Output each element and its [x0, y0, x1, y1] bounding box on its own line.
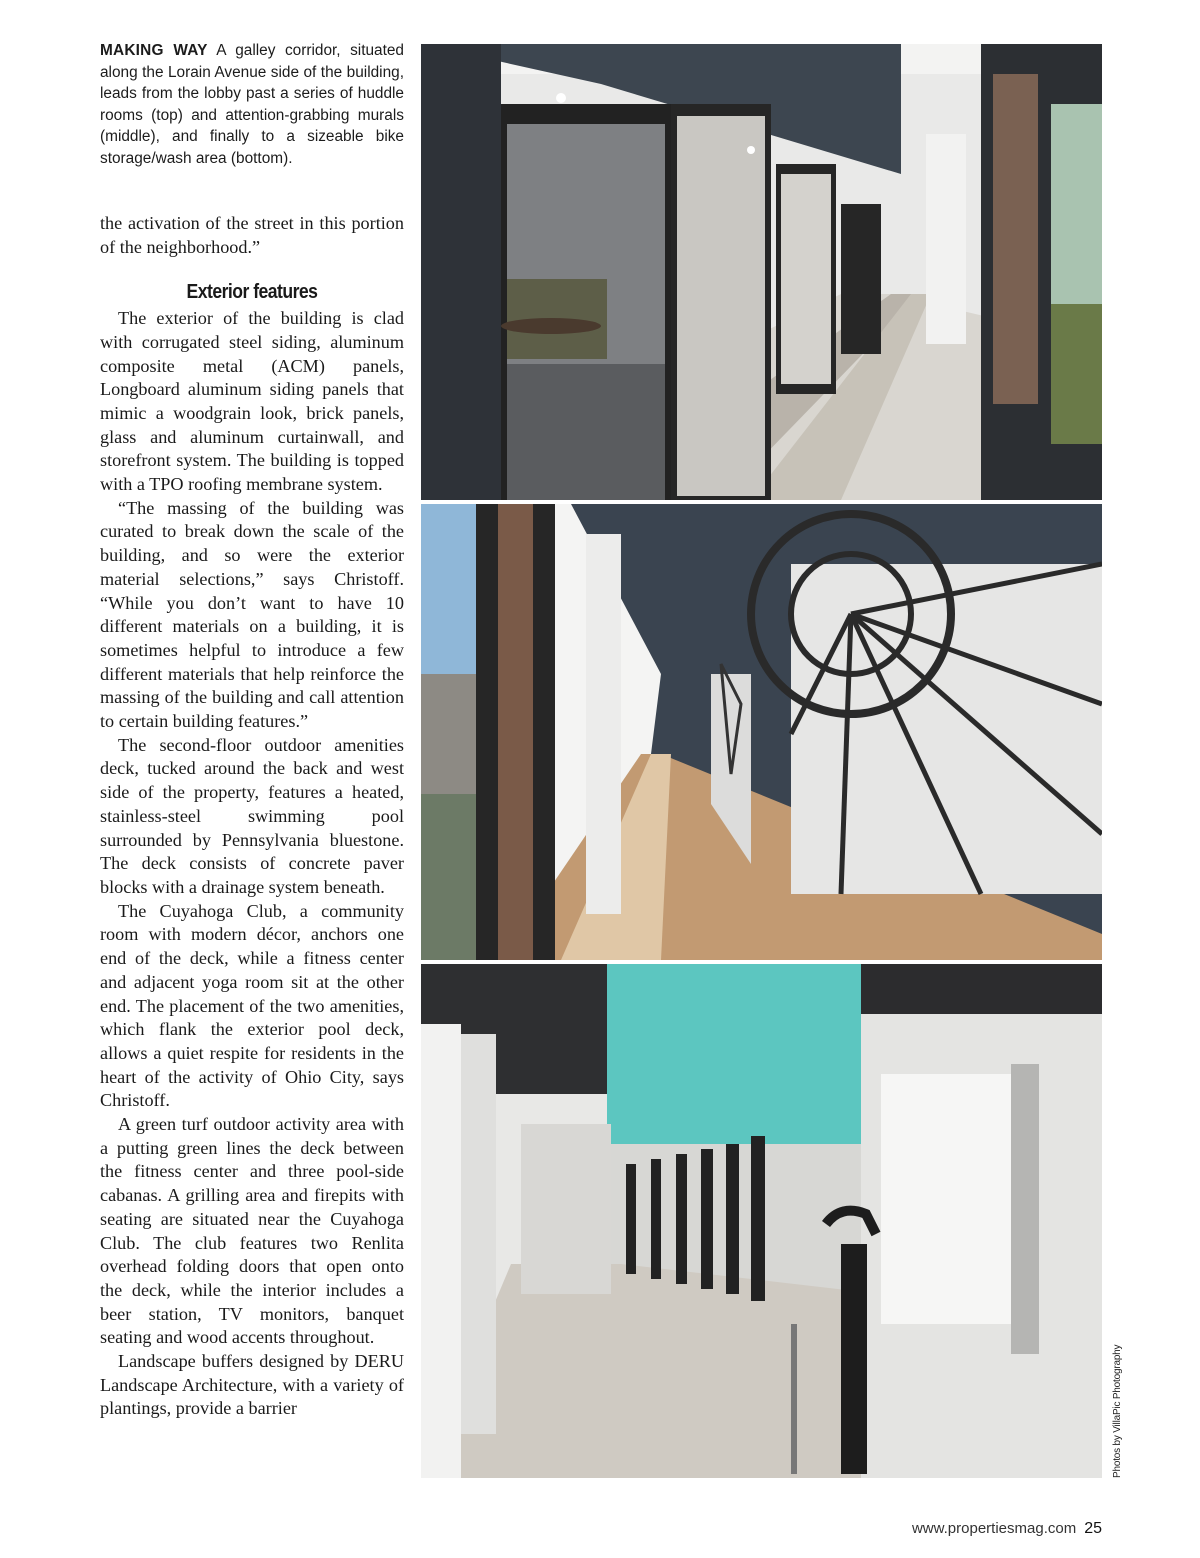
caption-lead: MAKING WAY [100, 42, 208, 59]
photo-credit: Photos by VillaPic Photography [1112, 1344, 1123, 1478]
photo-huddle-rooms [421, 44, 1102, 500]
photo-mural-corridor [421, 504, 1102, 960]
page-footer [912, 1520, 1102, 1538]
article-paragraph-1: The exterior of the building is clad with corrugated steel siding, aluminum composite metal (ACM) panels, Longboard aluminum siding panels that mimic a woodgrain look, brick panels, glass and aluminum curtainwall, and storefront system. The building is topped with a TPO roofing membrane system. [100, 308, 404, 495]
photo-bike-storage [421, 964, 1102, 1478]
footer-url[interactable]: www.propertiesmag.com [911, 1520, 1077, 1537]
article-paragraph-6: Landscape buffers designed by DERU Landscape Architecture, with a variety of plantings, provide a barrier [100, 1351, 404, 1419]
article-paragraph-0: the activation of the street in this portion of the neighborhood.” [100, 213, 404, 257]
section-heading: Exterior features [186, 281, 318, 304]
article-paragraph-4: The Cuyahoga Club, a community room with modern décor, anchors one end of the deck, while a fitness center and adjacent yoga room sit at the other end. The placement of the two amenities, which flank the exterior pool deck, allows a quiet respite for residents in the heart of the activity of Ohio City, says Christoff. [100, 900, 404, 1111]
article-column [100, 212, 404, 1421]
photo-caption [100, 40, 404, 170]
caption-text: A galley corridor, situated along the Lorain Avenue side of the building, leads from the lobby past a series of huddle rooms (top) and attention-grabbing murals (middle), and finally to a sizeable bike storage/wash area (bottom). [100, 42, 404, 167]
page-number: 25 [1084, 1520, 1102, 1537]
article-paragraph-5: A green turf outdoor activity area with a putting green lines the deck between the fitness center and three pool-side cabanas. A grilling area and firepits with seating are situated near the Cuyahoga Club. The club features two Renlita overhead folding doors that open onto the deck, while the interior includes a beer station, TV monitors, banquet seating and wood accents throughout. [100, 1114, 404, 1348]
article-paragraph-2: “The massing of the building was curated to break down the scale of the building, and so were the exterior material selections,” says Christoff. “While you don’t want to have 10 different materials on a building, it is sometimes helpful to introduce a few different materials that help reinforce the massing of the building and call attention to certain building features.” [100, 497, 404, 732]
article-paragraph-3: The second-floor outdoor amenities deck, tucked around the back and west side of the property, features a heated, stainless-steel swimming pool surrounded by Pennsylvania bluestone. The deck consists of concrete paver blocks with a drainage system beneath. [100, 734, 404, 897]
